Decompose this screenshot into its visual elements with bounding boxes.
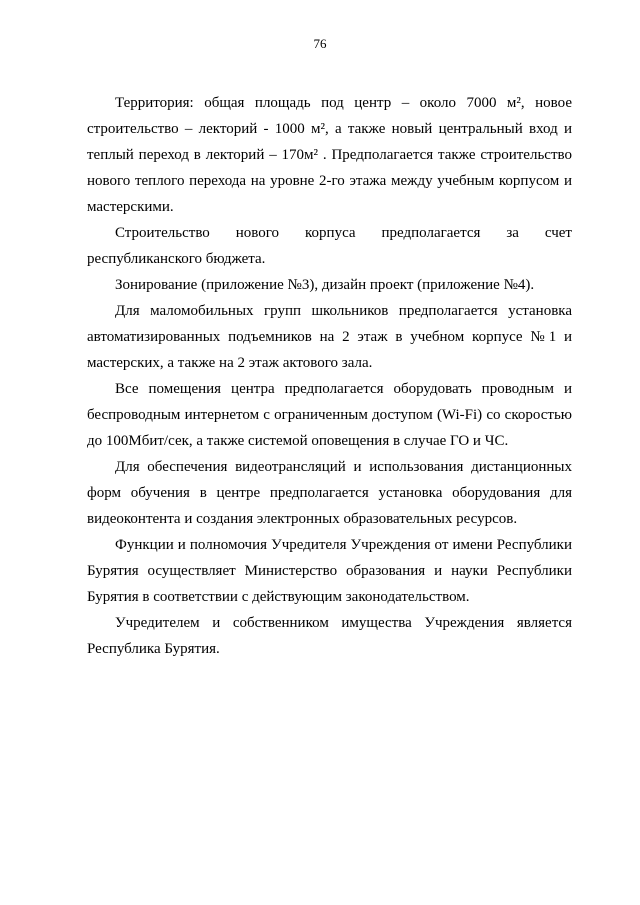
page-number: 76: [313, 36, 327, 51]
paragraph-founder-owner: Учредителем и собственником имущества Учреждения является Республика Бурятия.: [87, 615, 572, 657]
body-text: [87, 90, 572, 662]
paragraph-territory: Территория: общая площадь под центр – около 7000 м², новое строительство – лекторий - 1000 м², а также новый центральный вход и теплый переход в лекторий – 170м² . Предполагается также строительство нового теплого перехода на уровне 2-го этажа между учебным корпусом и мастерскими.: [87, 95, 572, 215]
paragraph-internet: Все помещения центра предполагается оборудовать проводным и беспроводным интернетом с ограниченным доступом (Wi-Fi) со скоростью до 100Мбит/сек, а также системой оповещения в случае ГО и ЧС.: [87, 381, 572, 449]
paragraph-lifts: Для маломобильных групп школьников предполагается установка автоматизированных подъемников на 2 этаж в учебном корпусе №1 и мастерских, а также на 2 этаж актового зала.: [87, 303, 572, 371]
paragraph-construction-funding: Строительство нового корпуса предполагается за счет республиканского бюджета.: [87, 225, 572, 267]
paragraph-video-equipment: Для обеспечения видеотрансляций и использования дистанционных форм обучения в центре предполагается установка оборудования для видеоконтента и создания электронных образовательных ресурсов.: [87, 459, 572, 527]
paragraph-founder-functions: Функции и полномочия Учредителя Учреждения от имени Республики Бурятия осуществляет Министерство образования и науки Республики Бурятия в соответствии с действующим законодательством.: [87, 537, 572, 605]
paragraph-zoning: Зонирование (приложение №3), дизайн проект (приложение №4).: [115, 277, 535, 293]
